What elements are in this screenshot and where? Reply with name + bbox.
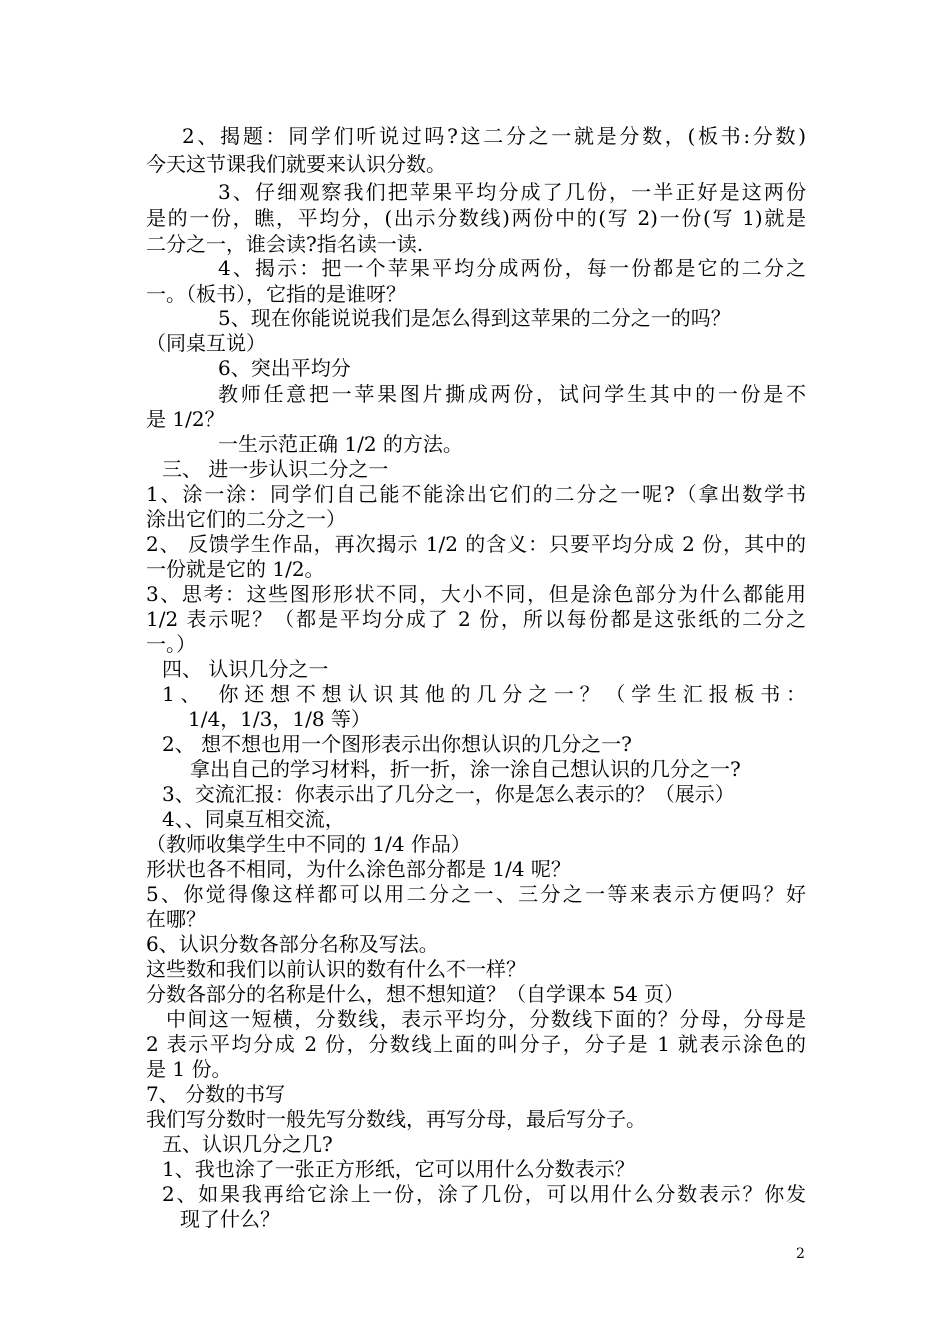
text-line: 拿出自己的学习材料，折一折，涂一涂自己想认识的几分之一? [190,757,741,781]
section-heading: 五、认识几分之几? [162,1132,333,1156]
text-line: 一。（板书），它指的是谁呀？ [146,282,406,306]
text-line: 现了什么？ [180,1207,280,1231]
text-line: 涂出它们的二分之一） [146,507,346,531]
text-line: 一生示范正确 1/2 的方法。 [218,432,463,456]
text-line: 是 1/2？ [146,407,225,431]
text-line: 教师任意把一苹果图片撕成两份，试问学生其中的一份是不 [218,382,806,406]
section-heading: 三、 进一步认识二分之一 [162,457,389,481]
text-line: 2、揭题：同学们听说过吗?这二分之一就是分数，(板书:分数) [182,124,806,148]
text-line: 7、 分数的书写 [146,1082,286,1106]
text-line: 二分之一，谁会读?指名读一读. [146,232,424,256]
text-line: 3、交流汇报：你表示出了几分之一，你是怎么表示的？（展示） [162,782,735,806]
text-line: 5、你觉得像这样都可以用二分之一、三分之一等来表示方便吗？好 [146,882,806,906]
text-line: 1、 你还想不想认识其他的几分之一？（学生汇报板书： [162,682,806,706]
text-line: 形状也各不相同，为什么涂色部分都是 1/4 呢？ [146,857,571,881]
text-line: 一份就是它的 1/2。 [146,557,325,581]
text-line: 中间这一短横，分数线，表示平均分，分数线下面的？分母，分母是 [166,1007,806,1031]
page-number: 2 [796,1246,805,1262]
text-line: 1/4，1/3，1/8 等） [188,707,371,731]
text-line: 在哪？ [146,907,206,931]
text-line: 4、揭示：把一个苹果平均分成两份，每一份都是它的二分之 [218,256,806,280]
text-line: 3、思考：这些图形形状不同，大小不同，但是涂色部分为什么都能用 [146,582,806,606]
text-line: 2、如果我再给它涂上一份，涂了几份，可以用什么分数表示？你发 [162,1182,806,1206]
text-line: （教师收集学生中不同的 1/4 作品） [146,832,471,856]
text-line: 1、我也涂了一张正方形纸，它可以用什么分数表示？ [162,1157,635,1181]
text-line: 分数各部分的名称是什么，想不想知道？（自学课本 54 页） [146,982,685,1006]
text-line: 1、涂一涂：同学们自己能不能涂出它们的二分之一呢?（拿出数学书 [146,482,806,506]
text-line: 6、认识分数各部分名称及写法。 [146,932,439,956]
text-line: 2 表示平均分成 2 份，分数线上面的叫分子，分子是 1 就表示涂色的 [146,1032,806,1056]
text-line: 是 1 份。 [146,1057,232,1081]
text-line: 4、、同桌互相交流， [162,807,345,831]
text-line: 我们写分数时一般先写分数线，再写分母，最后写分子。 [146,1107,646,1131]
text-line: 一。） [146,632,196,656]
text-line: 2、 想不想也用一个图形表示出你想认识的几分之一? [162,732,632,756]
text-line: （同桌互说） [146,331,266,355]
text-line: 今天这节课我们就要来认识分数。 [146,152,446,176]
text-line: 5、现在你能说说我们是怎么得到这苹果的二分之一的吗？ [218,306,731,330]
text-line: 1/2 表示呢？（都是平均分成了 2 份，所以每份都是这张纸的二分之 [146,607,806,631]
text-line: 2、 反馈学生作品，再次揭示 1/2 的含义：只要平均分成 2 份，其中的 [146,532,806,556]
section-heading: 四、 认识几分之一 [162,657,329,681]
text-line: 3、仔细观察我们把苹果平均分成了几份，一半正好是这两份 [218,180,806,204]
text-line: 这些数和我们以前认识的数有什么不一样？ [146,957,526,981]
text-line: 是的一份，瞧，平均分，(出示分数线)两份中的(写 2)一份(写 1)就是 [146,206,806,230]
text-line: 6、突出平均分 [218,356,351,380]
